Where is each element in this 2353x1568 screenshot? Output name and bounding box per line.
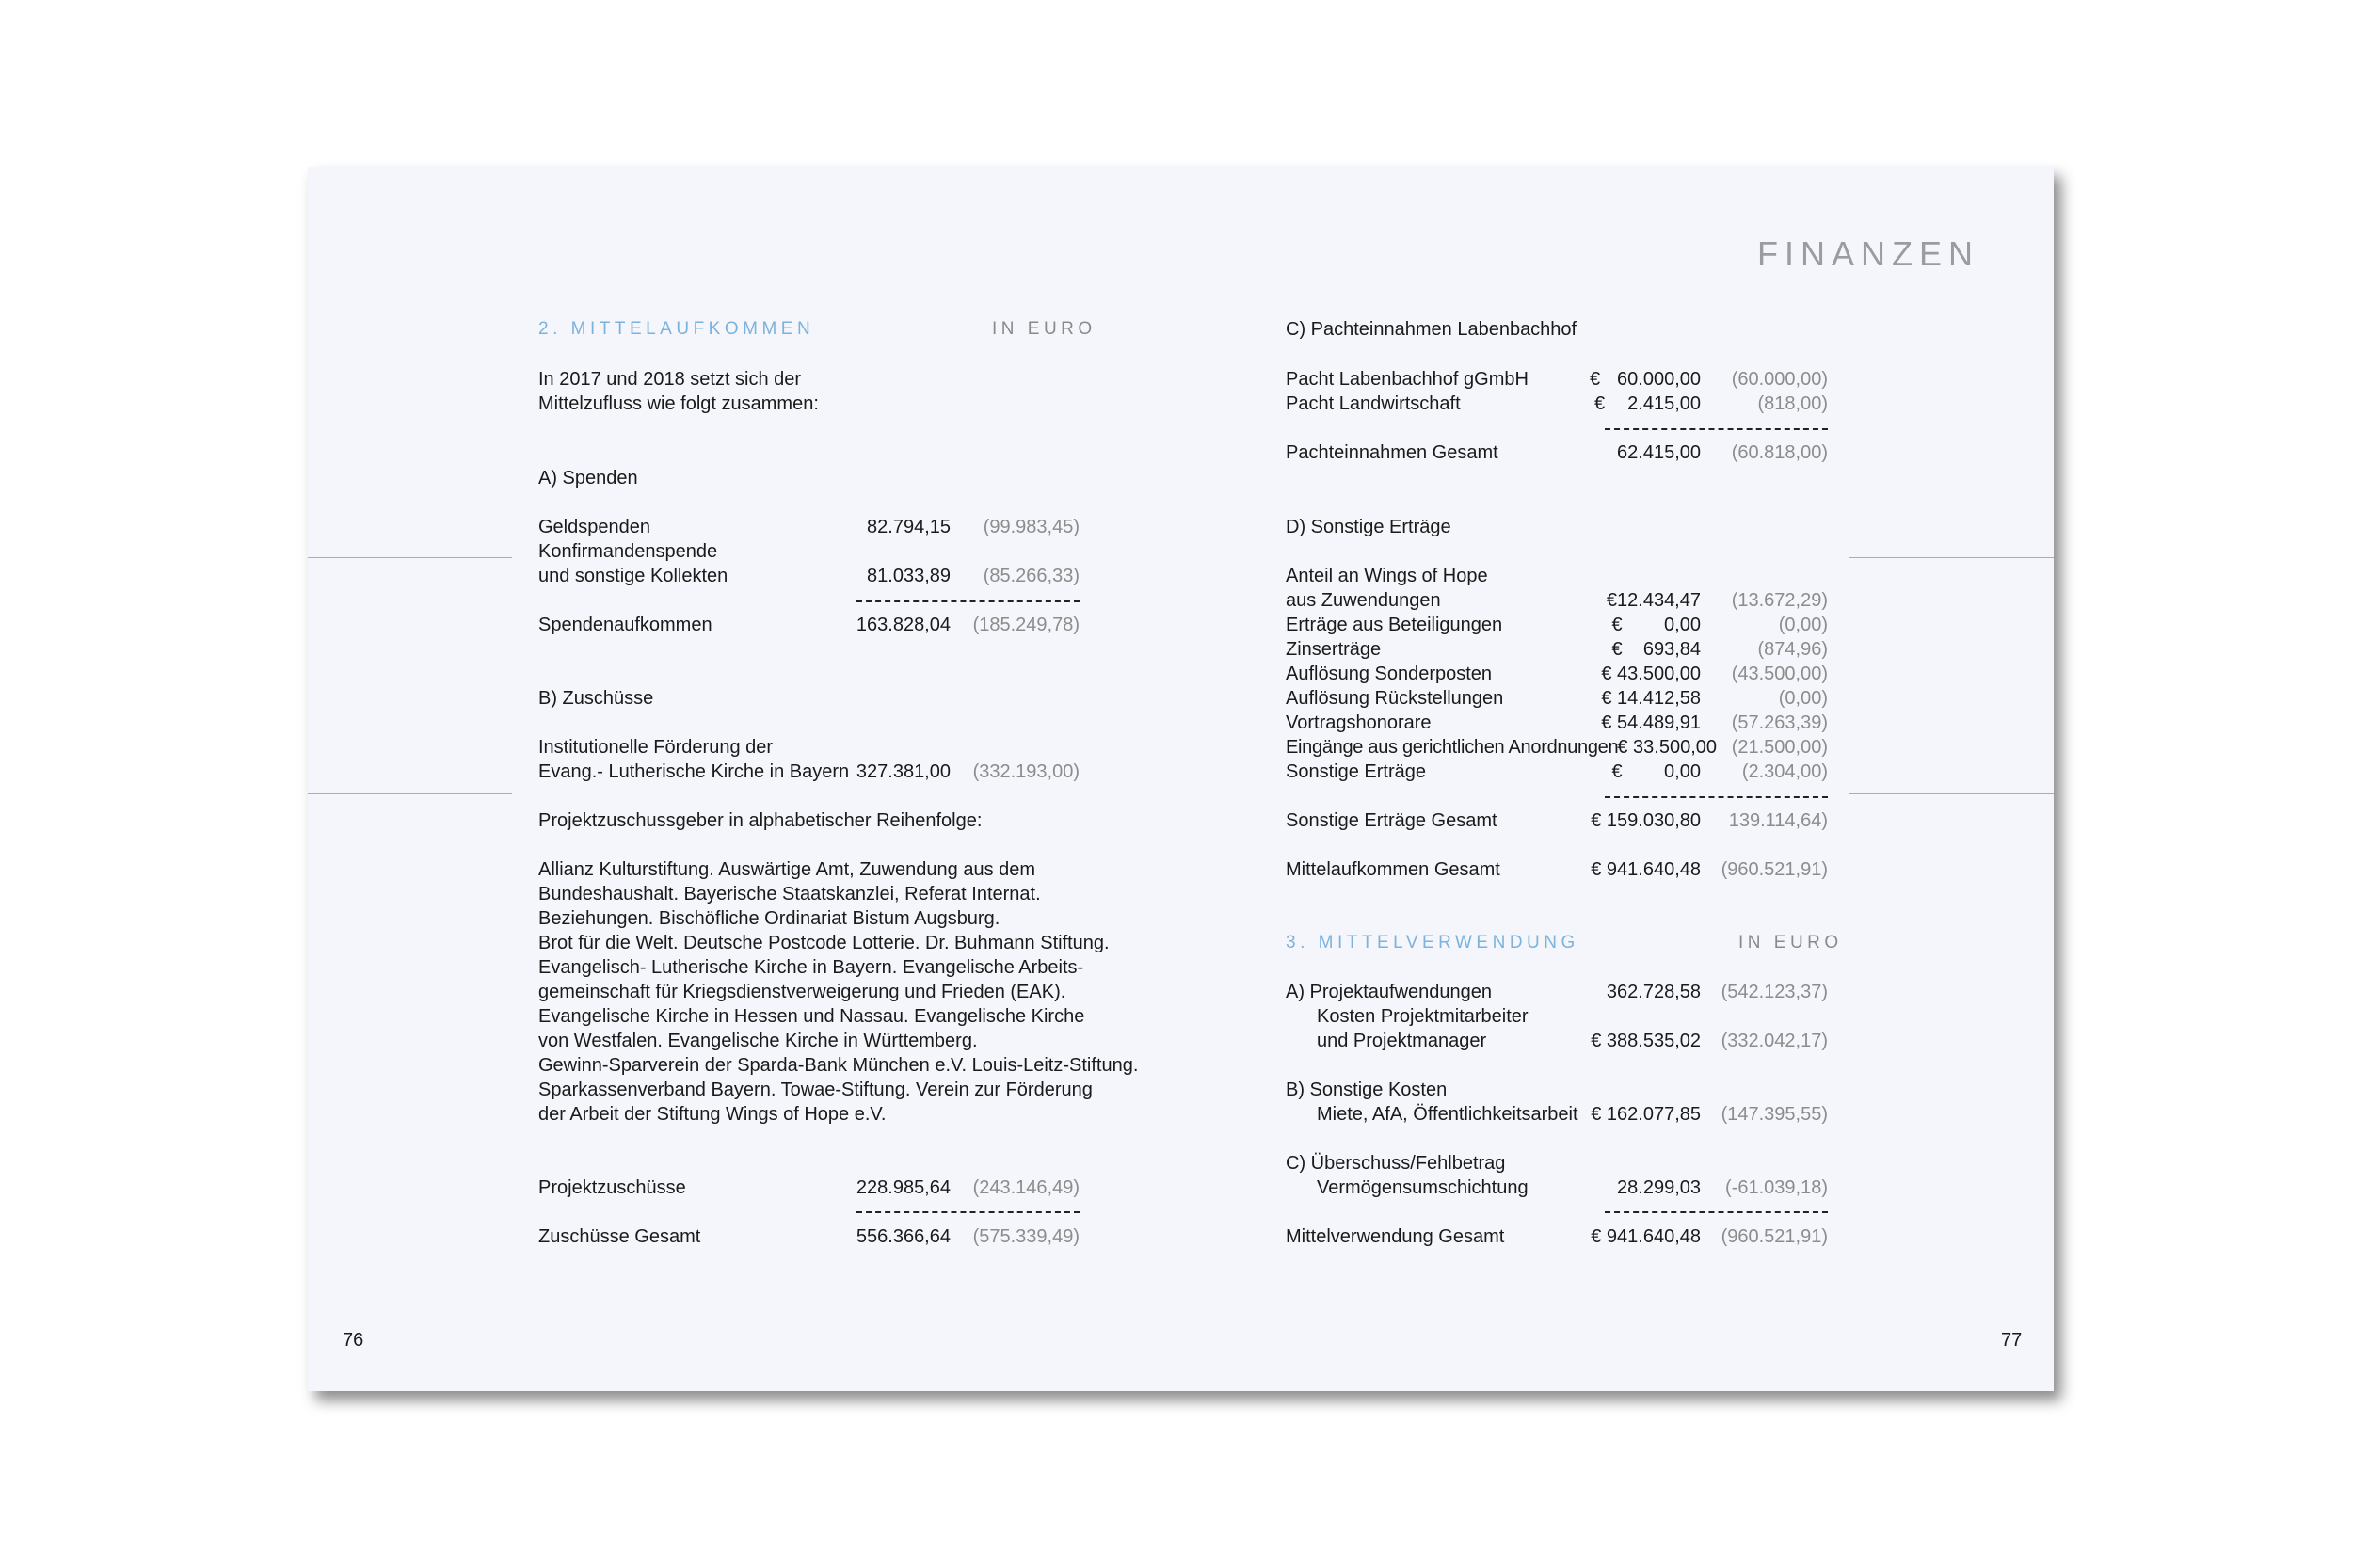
zuschuesse-gesamt-label: Zuschüsse Gesamt	[538, 1226, 701, 1247]
sonstige-row-value: € 43.500,00	[1601, 664, 1701, 684]
sonstige-row-label: Vortragshonorare	[1286, 712, 1432, 733]
verwendung-a-sub-label: Kosten Projektmitarbeiter	[1317, 1006, 1529, 1027]
spendenaufkommen-label: Spendenaufkommen	[538, 615, 712, 635]
projektzuschuesse-label: Projektzuschüsse	[538, 1177, 686, 1198]
pacht-row-prev: (818,00)	[1757, 393, 1828, 414]
institutionell-label-2: Evang.- Lutherische Kirche in Bayern	[538, 761, 850, 782]
konfirmanden-value: 81.033,89	[867, 566, 951, 586]
donor-line: gemeinschaft für Kriegsdienstverweigerung und Frieden (EAK).	[538, 982, 1066, 1002]
sonstige-gesamt-value: € 159.030,80	[1591, 810, 1701, 831]
sonstige-row-value: € 0,00	[1611, 761, 1701, 782]
mittelaufkommen-gesamt-value: € 941.640,48	[1591, 859, 1701, 880]
sonstige-row-prev: (57.263,39)	[1731, 712, 1828, 733]
geldspenden-value: 82.794,15	[867, 517, 951, 537]
sonstige-row-label: Auflösung Sonderposten	[1286, 664, 1493, 684]
verwendung-b-sub-label: Miete, AfA, Öffentlichkeitsarbeit	[1317, 1104, 1578, 1125]
sonstige-row-value: € 54.489,91	[1601, 712, 1701, 733]
left-rule-top	[308, 557, 512, 558]
donor-line: Brot für die Welt. Deutsche Postcode Lotterie. Dr. Buhmann Stiftung.	[538, 933, 1110, 953]
pacht-row-label: Pacht Labenbachhof gGmbH	[1286, 369, 1529, 390]
dashed-separator	[1605, 796, 1828, 798]
sonstige-row-prev: (2.304,00)	[1741, 761, 1828, 782]
dashed-separator	[856, 600, 1080, 602]
intro-line-1: In 2017 und 2018 setzt sich der	[538, 369, 802, 390]
verwendung-a-sub-label: und Projektmanager	[1317, 1031, 1487, 1051]
sonstige-row-prev: (21.500,00)	[1731, 737, 1828, 758]
sonstige-row-label: Erträge aus Beteiligungen	[1286, 615, 1503, 635]
left-rule-bottom	[308, 793, 512, 794]
sonstige-row-prev: (0,00)	[1778, 615, 1828, 635]
verwendung-c-value: 28.299,03	[1617, 1177, 1701, 1198]
konfirmanden-label-2: und sonstige Kollekten	[538, 566, 728, 586]
dashed-separator	[856, 1211, 1080, 1213]
projektzuschuesse-value: 228.985,64	[856, 1177, 951, 1198]
projektzuschuesse-prev: (243.146,49)	[972, 1177, 1080, 1198]
mittelaufkommen-gesamt-label: Mittelaufkommen Gesamt	[1286, 859, 1500, 880]
zuschuesse-gesamt-value: 556.366,64	[856, 1226, 951, 1247]
donor-line: Beziehungen. Bischöfliche Ordinariat Bistum Augsburg.	[538, 908, 1000, 929]
sonstige-row-label: Zinserträge	[1286, 639, 1382, 660]
mittelverwendung-gesamt-label: Mittelverwendung Gesamt	[1286, 1226, 1505, 1247]
pacht-row-value: 60.000,00	[1617, 369, 1701, 390]
donor-line: Bundeshaushalt. Bayerische Staatskanzlei, Referat Internat.	[538, 884, 1041, 904]
pacht-row-prev: (60.000,00)	[1731, 369, 1828, 390]
pacht-gesamt-prev: (60.818,00)	[1731, 442, 1828, 463]
sonstige-row-label: Eingänge aus gerichtlichen Anordnungen	[1286, 737, 1619, 758]
spenden-heading: A) Spenden	[538, 468, 638, 488]
pacht-row-label: Pacht Landwirtschaft	[1286, 393, 1461, 414]
page-title: FINANZEN	[1757, 234, 1979, 273]
geldspenden-prev: (99.983,45)	[983, 517, 1080, 537]
zuschuesse-gesamt-prev: (575.339,49)	[972, 1226, 1080, 1247]
institutionell-prev: (332.193,00)	[972, 761, 1080, 782]
sonstige-gesamt-label: Sonstige Erträge Gesamt	[1286, 810, 1497, 831]
anteil-label: Anteil an Wings of Hope	[1286, 566, 1488, 586]
donor-line: Evangelisch- Lutherische Kirche in Bayern. Evangelische Arbeits-	[538, 957, 1084, 978]
pacht-row-currency: €	[1594, 393, 1606, 414]
zuschuesse-heading: B) Zuschüsse	[538, 688, 654, 709]
sonstige-row-prev: (874,96)	[1757, 639, 1828, 660]
intro-line-2: Mittelzufluss wie folgt zusammen:	[538, 393, 819, 414]
book-spread	[308, 167, 2054, 1391]
verwendung-a-prev: (542.123,37)	[1721, 982, 1828, 1002]
sonstige-row-value: €12.434,47	[1606, 590, 1701, 611]
pacht-gesamt-label: Pachteinnahmen Gesamt	[1286, 442, 1498, 463]
mittelverwendung-gesamt-prev: (960.521,91)	[1721, 1226, 1828, 1247]
sonstige-row-prev: (13.672,29)	[1731, 590, 1828, 611]
donor-line: Sparkassenverband Bayern. Towae-Stiftung. Verein zur Förderung	[538, 1080, 1093, 1100]
sonstige-row-label: aus Zuwendungen	[1286, 590, 1441, 611]
verwendung-b-prev: (147.395,55)	[1721, 1104, 1828, 1125]
spendenaufkommen-prev: (185.249,78)	[972, 615, 1080, 635]
donor-list	[538, 857, 1138, 1127]
right-rule-top	[1849, 557, 2054, 558]
mittelverwendung-gesamt-value: € 941.640,48	[1591, 1226, 1701, 1247]
sonstige-row-prev: (43.500,00)	[1731, 664, 1828, 684]
verwendung-a-value: 362.728,58	[1606, 982, 1701, 1002]
spendenaufkommen-value: 163.828,04	[856, 615, 951, 635]
dashed-separator	[1605, 428, 1828, 430]
donor-line: Gewinn-Sparverein der Sparda-Bank München e.V. Louis-Leitz-Stiftung.	[538, 1055, 1139, 1076]
sonstige-row-value: € 33.500,00	[1617, 737, 1717, 758]
sonstige-row-value: € 14.412,58	[1601, 688, 1701, 709]
verwendung-b-value: € 162.077,85	[1591, 1104, 1701, 1125]
verwendung-a-sub-value: € 388.535,02	[1591, 1031, 1701, 1051]
unit-label-left: IN EURO	[992, 319, 1096, 339]
donor-line: von Westfalen. Evangelische Kirche in Württemberg.	[538, 1031, 978, 1051]
section-heading-mittelverwendung: 3. MITTELVERWENDUNG	[1286, 933, 1579, 952]
sonstige-row-value: € 693,84	[1611, 639, 1701, 660]
page-number-right: 77	[2001, 1330, 2023, 1351]
pacht-gesamt-value: 62.415,00	[1617, 442, 1701, 463]
unit-label-right: IN EURO	[1738, 933, 1843, 952]
institutionell-label-1: Institutionelle Förderung der	[538, 737, 774, 758]
verwendung-c-sub-label: Vermögensumschichtung	[1317, 1177, 1529, 1198]
donor-line: Evangelische Kirche in Hessen und Nassau. Evangelische Kirche	[538, 1006, 1085, 1027]
verwendung-a-label: A) Projektaufwendungen	[1286, 982, 1493, 1002]
konfirmanden-prev: (85.266,33)	[983, 566, 1080, 586]
section-heading-mittelaufkommen: 2. MITTELAUFKOMMEN	[538, 319, 815, 339]
verwendung-a-sub-prev: (332.042,17)	[1721, 1031, 1828, 1051]
konfirmanden-label-1: Konfirmandenspende	[538, 541, 718, 562]
sonstige-row-value: € 0,00	[1611, 615, 1701, 635]
geldspenden-label: Geldspenden	[538, 517, 650, 537]
sonstige-row-label: Auflösung Rückstellungen	[1286, 688, 1504, 709]
verwendung-b-label: B) Sonstige Kosten	[1286, 1080, 1448, 1100]
sonstige-gesamt-prev: 139.114,64)	[1728, 810, 1828, 831]
pacht-row-currency: €	[1590, 369, 1601, 390]
page-number-left: 76	[343, 1330, 364, 1351]
verwendung-c-label: C) Überschuss/Fehlbetrag	[1286, 1153, 1506, 1174]
right-rule-bottom	[1849, 793, 2054, 794]
sonstige-row-prev: (0,00)	[1778, 688, 1828, 709]
pacht-heading: C) Pachteinnahmen Labenbachhof	[1286, 319, 1577, 340]
donor-line: der Arbeit der Stiftung Wings of Hope e.V.	[538, 1104, 887, 1125]
mittelaufkommen-gesamt-prev: (960.521,91)	[1721, 859, 1828, 880]
projektzuschussgeber-intro: Projektzuschussgeber in alphabetischer Reihenfolge:	[538, 810, 983, 831]
pacht-row-value: 2.415,00	[1627, 393, 1701, 414]
sonstige-heading: D) Sonstige Erträge	[1286, 517, 1451, 537]
dashed-separator	[1605, 1211, 1828, 1213]
institutionell-value: 327.381,00	[856, 761, 951, 782]
sonstige-row-label: Sonstige Erträge	[1286, 761, 1426, 782]
verwendung-c-prev: (-61.039,18)	[1725, 1177, 1828, 1198]
donor-line: Allianz Kulturstiftung. Auswärtige Amt, Zuwendung aus dem	[538, 859, 1036, 880]
